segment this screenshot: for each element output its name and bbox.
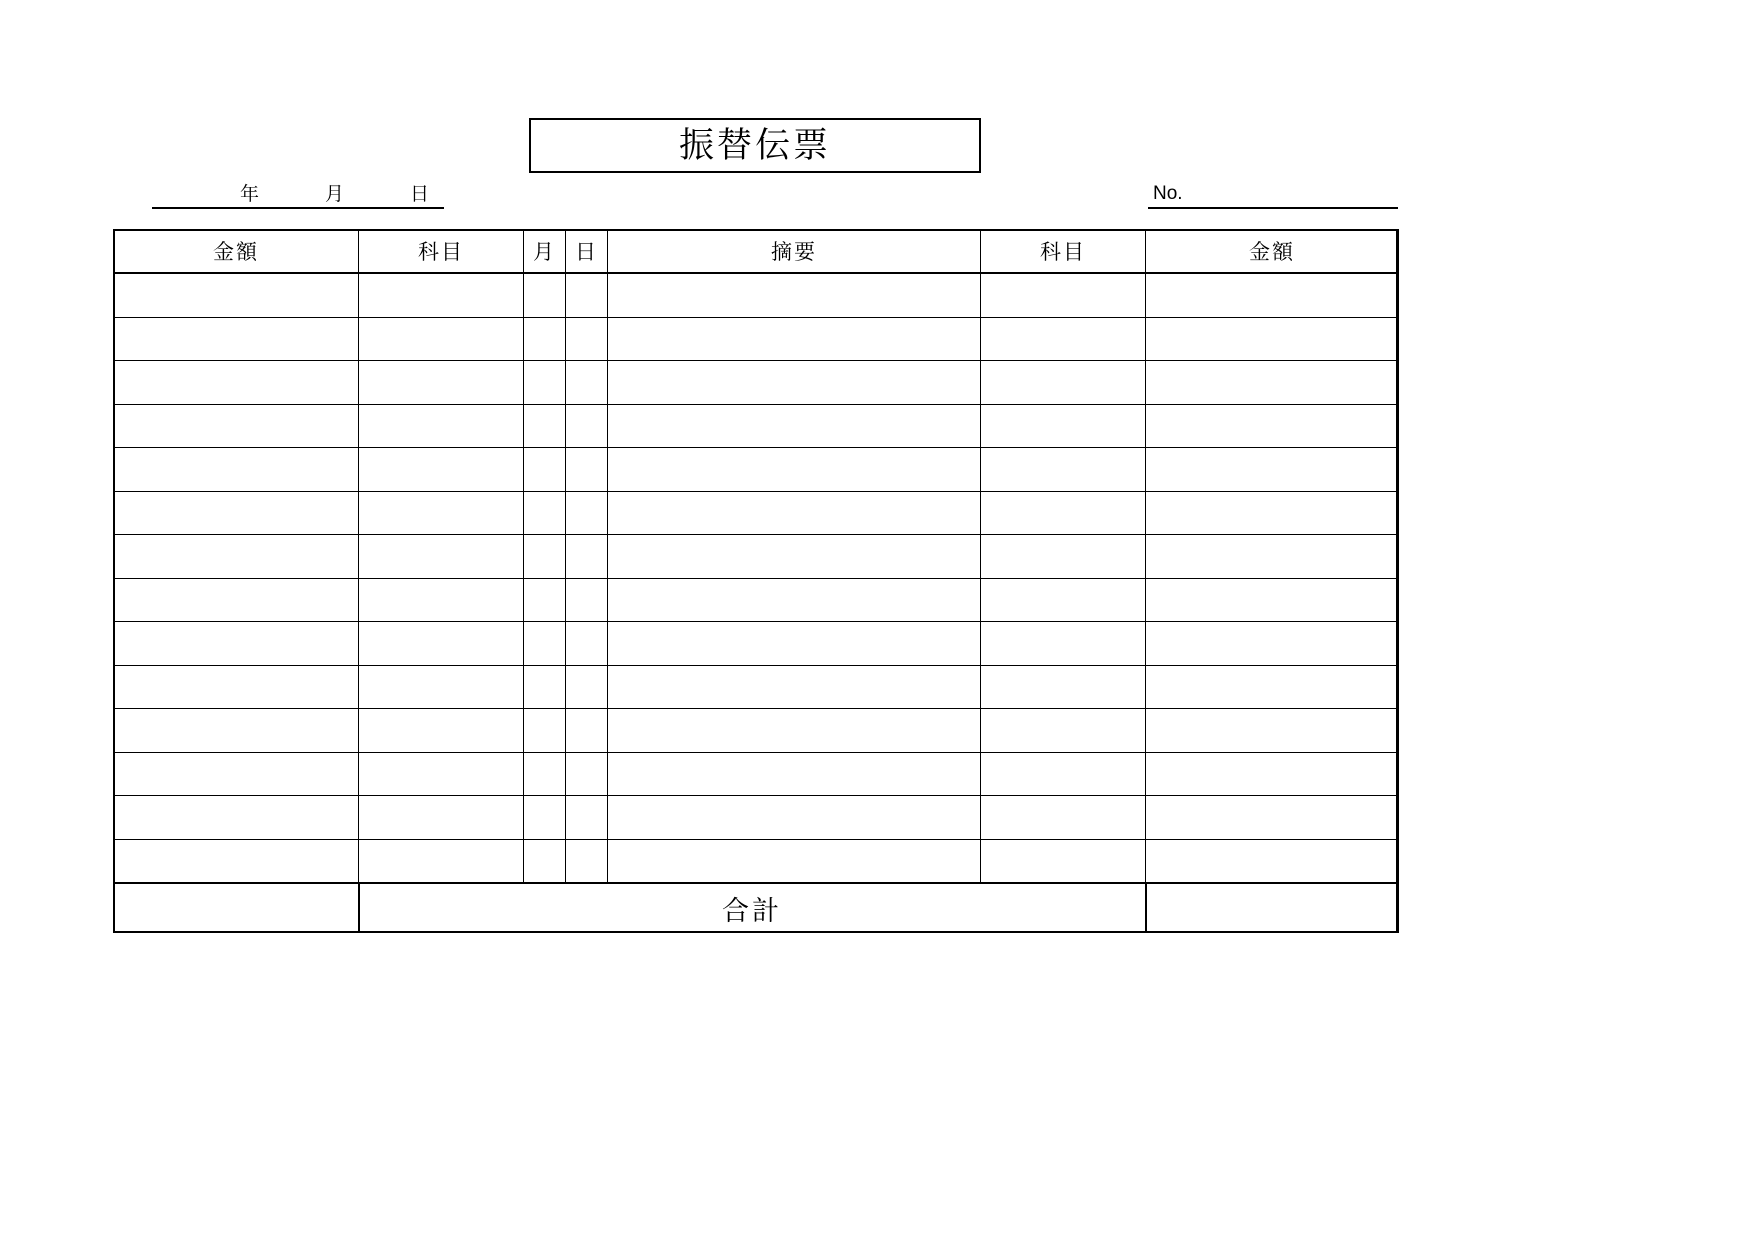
- cell-amount-left[interactable]: [114, 273, 359, 317]
- cell-account-right[interactable]: [981, 578, 1146, 622]
- cell-account-right[interactable]: [981, 361, 1146, 405]
- total-amount-right[interactable]: [1146, 883, 1399, 932]
- cell-account-left[interactable]: [359, 448, 524, 492]
- header-amount-right: 金額: [1146, 230, 1399, 274]
- table-row[interactable]: [114, 404, 1399, 448]
- cell-amount-left[interactable]: [114, 361, 359, 405]
- cell-amount-right[interactable]: [1146, 361, 1399, 405]
- date-day-label: 日: [410, 184, 430, 205]
- table-row[interactable]: [114, 448, 1399, 492]
- cell-description[interactable]: [608, 709, 981, 753]
- cell-account-right[interactable]: [981, 317, 1146, 361]
- cell-month[interactable]: [524, 361, 566, 405]
- cell-month[interactable]: [524, 535, 566, 579]
- cell-amount-right[interactable]: [1146, 839, 1399, 883]
- cell-account-right[interactable]: [981, 665, 1146, 709]
- cell-amount-left[interactable]: [114, 317, 359, 361]
- cell-month[interactable]: [524, 752, 566, 796]
- cell-day[interactable]: [566, 665, 608, 709]
- cell-account-right[interactable]: [981, 535, 1146, 579]
- cell-day[interactable]: [566, 752, 608, 796]
- cell-day[interactable]: [566, 361, 608, 405]
- cell-account-left[interactable]: [359, 491, 524, 535]
- cell-description[interactable]: [608, 535, 981, 579]
- cell-account-left[interactable]: [359, 622, 524, 666]
- total-row: [114, 883, 1399, 932]
- cell-account-left[interactable]: [359, 361, 524, 405]
- cell-amount-right[interactable]: [1146, 796, 1399, 840]
- total-label: 合計: [359, 883, 1146, 932]
- cell-day[interactable]: [566, 622, 608, 666]
- cell-account-left[interactable]: [359, 535, 524, 579]
- cell-description[interactable]: [608, 317, 981, 361]
- table-row[interactable]: [114, 839, 1399, 883]
- cell-account-right[interactable]: [981, 839, 1146, 883]
- header-description: 摘要: [608, 230, 981, 274]
- table-row[interactable]: [114, 578, 1399, 622]
- cell-amount-right[interactable]: [1146, 622, 1399, 666]
- cell-account-left[interactable]: [359, 709, 524, 753]
- ledger-table-container: [113, 229, 1398, 933]
- cell-amount-left[interactable]: [114, 709, 359, 753]
- cell-amount-right[interactable]: [1146, 448, 1399, 492]
- table-row[interactable]: [114, 796, 1399, 840]
- table-row[interactable]: [114, 361, 1399, 405]
- cell-account-left[interactable]: [359, 317, 524, 361]
- cell-day[interactable]: [566, 448, 608, 492]
- cell-amount-right[interactable]: [1146, 578, 1399, 622]
- cell-description[interactable]: [608, 491, 981, 535]
- cell-account-left[interactable]: [359, 665, 524, 709]
- table-row[interactable]: [114, 491, 1399, 535]
- header-day: 日: [566, 230, 608, 274]
- cell-amount-left[interactable]: [114, 491, 359, 535]
- cell-account-left[interactable]: [359, 839, 524, 883]
- cell-month[interactable]: [524, 709, 566, 753]
- cell-month[interactable]: [524, 448, 566, 492]
- cell-description[interactable]: [608, 796, 981, 840]
- cell-amount-right[interactable]: [1146, 491, 1399, 535]
- cell-day[interactable]: [566, 839, 608, 883]
- cell-account-right[interactable]: [981, 709, 1146, 753]
- total-amount-left[interactable]: [114, 883, 359, 932]
- table-row[interactable]: [114, 622, 1399, 666]
- cell-amount-right[interactable]: [1146, 709, 1399, 753]
- cell-day[interactable]: [566, 273, 608, 317]
- cell-amount-right[interactable]: [1146, 317, 1399, 361]
- document-title-box: [529, 118, 981, 173]
- cell-amount-left[interactable]: [114, 448, 359, 492]
- table-row[interactable]: [114, 535, 1399, 579]
- cell-account-left[interactable]: [359, 273, 524, 317]
- table-row[interactable]: [114, 752, 1399, 796]
- cell-day[interactable]: [566, 317, 608, 361]
- cell-amount-left[interactable]: [114, 578, 359, 622]
- page-title: 振替伝票: [678, 126, 831, 165]
- cell-description[interactable]: [608, 752, 981, 796]
- date-year-label: 年: [240, 184, 260, 205]
- table-body: [114, 273, 1399, 933]
- cell-amount-left[interactable]: [114, 665, 359, 709]
- cell-amount-right[interactable]: [1146, 665, 1399, 709]
- cell-account-left[interactable]: [359, 796, 524, 840]
- cell-account-right[interactable]: [981, 404, 1146, 448]
- cell-amount-right[interactable]: [1146, 404, 1399, 448]
- cell-month[interactable]: [524, 273, 566, 317]
- date-month-label: 月: [325, 184, 345, 205]
- voucher-number-label: No.: [1153, 183, 1183, 204]
- cell-month[interactable]: [524, 839, 566, 883]
- header-row: [114, 230, 1399, 274]
- cell-day[interactable]: [566, 404, 608, 448]
- cell-account-right[interactable]: [981, 796, 1146, 840]
- cell-account-left[interactable]: [359, 404, 524, 448]
- cell-account-right[interactable]: [981, 622, 1146, 666]
- cell-day[interactable]: [566, 578, 608, 622]
- cell-account-right[interactable]: [981, 273, 1146, 317]
- cell-description[interactable]: [608, 448, 981, 492]
- cell-account-right[interactable]: [981, 752, 1146, 796]
- voucher-number-field[interactable]: [1148, 175, 1398, 209]
- table-row[interactable]: [114, 709, 1399, 753]
- cell-account-left[interactable]: [359, 752, 524, 796]
- cell-description[interactable]: [608, 622, 981, 666]
- table-header: [114, 230, 1399, 274]
- header-amount-left: 金額: [114, 230, 359, 274]
- cell-amount-right[interactable]: [1146, 535, 1399, 579]
- cell-amount-left[interactable]: [114, 622, 359, 666]
- cell-amount-right[interactable]: [1146, 273, 1399, 317]
- cell-amount-left[interactable]: [114, 535, 359, 579]
- cell-month[interactable]: [524, 578, 566, 622]
- cell-description[interactable]: [608, 578, 981, 622]
- cell-description[interactable]: [608, 404, 981, 448]
- cell-day[interactable]: [566, 535, 608, 579]
- cell-amount-left[interactable]: [114, 839, 359, 883]
- cell-account-right[interactable]: [981, 491, 1146, 535]
- cell-account-left[interactable]: [359, 578, 524, 622]
- cell-day[interactable]: [566, 709, 608, 753]
- table-row[interactable]: [114, 665, 1399, 709]
- cell-description[interactable]: [608, 665, 981, 709]
- cell-description[interactable]: [608, 273, 981, 317]
- cell-month[interactable]: [524, 796, 566, 840]
- date-field[interactable]: [152, 175, 444, 209]
- ledger-table: [113, 229, 1399, 933]
- header-account-right: 科目: [981, 230, 1146, 274]
- cell-description[interactable]: [608, 839, 981, 883]
- cell-amount-right[interactable]: [1146, 752, 1399, 796]
- cell-day[interactable]: [566, 491, 608, 535]
- cell-month[interactable]: [524, 317, 566, 361]
- cell-month[interactable]: [524, 404, 566, 448]
- cell-month[interactable]: [524, 491, 566, 535]
- cell-amount-left[interactable]: [114, 404, 359, 448]
- cell-day[interactable]: [566, 796, 608, 840]
- cell-account-right[interactable]: [981, 448, 1146, 492]
- table-row[interactable]: [114, 273, 1399, 317]
- cell-amount-left[interactable]: [114, 796, 359, 840]
- cell-amount-left[interactable]: [114, 752, 359, 796]
- cell-month[interactable]: [524, 665, 566, 709]
- header-month: 月: [524, 230, 566, 274]
- cell-description[interactable]: [608, 361, 981, 405]
- table-row[interactable]: [114, 317, 1399, 361]
- cell-month[interactable]: [524, 622, 566, 666]
- header-account-left: 科目: [359, 230, 524, 274]
